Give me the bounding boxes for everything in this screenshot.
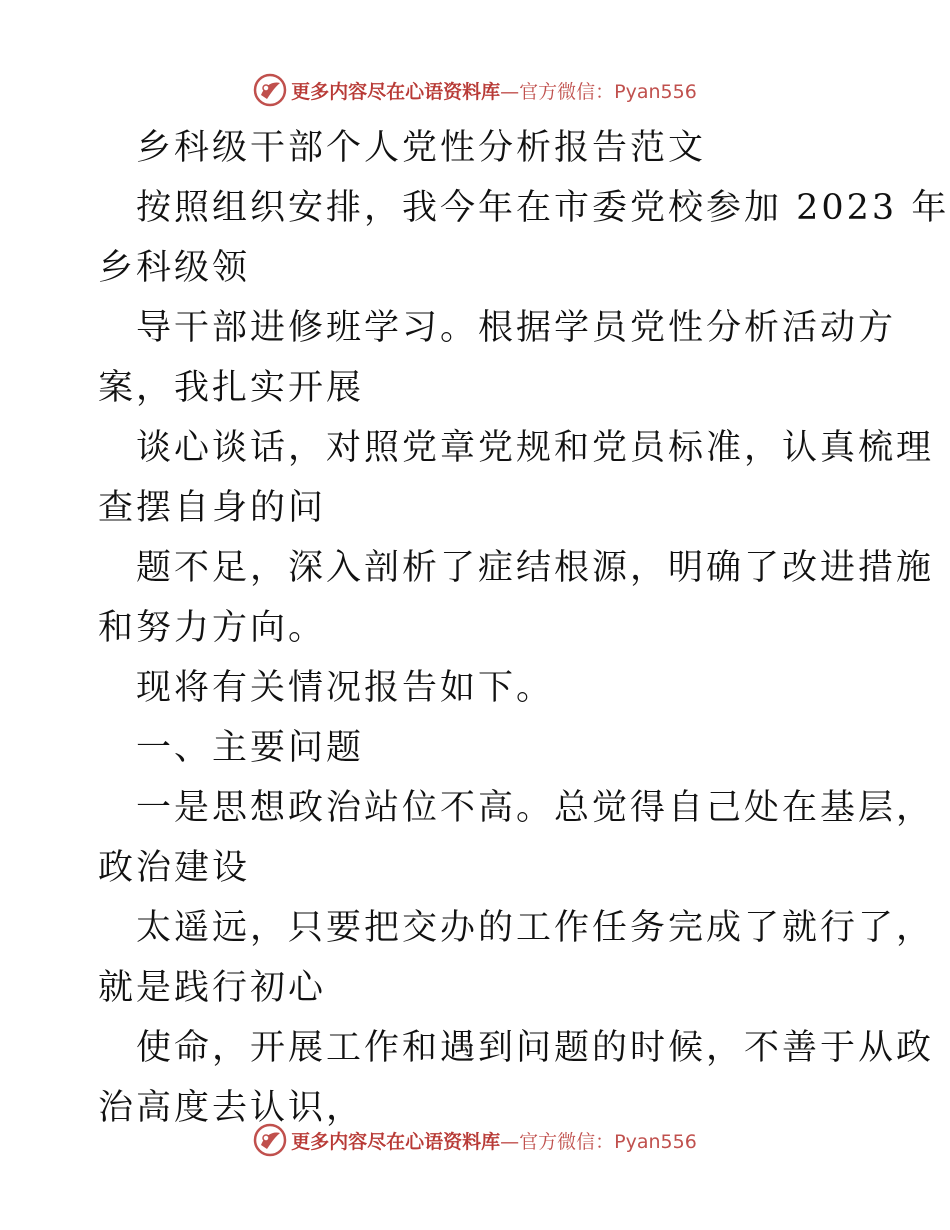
text-line: 现将有关情况报告如下。	[136, 668, 555, 708]
text-line: 一是思想政治站位不高。总觉得自己处在基层，	[136, 788, 935, 828]
text-line: 查摆自身的问	[98, 488, 327, 528]
watermark-dash: —	[500, 80, 520, 103]
header-watermark-banner	[0, 70, 950, 110]
text-line: 题不足，深入剖析了症结根源，明确了改进措施	[136, 548, 935, 588]
text-line: 政治建设	[98, 848, 251, 888]
library-logo-icon	[253, 73, 287, 107]
text-line: 导干部进修班学习。根据学员党性分析活动方	[136, 308, 897, 348]
text-line: 治高度去认识，	[98, 1088, 365, 1128]
text-line: 案，我扎实开展	[98, 368, 365, 408]
text-line: 和努力方向。	[98, 608, 327, 648]
text-line: 一、主要问题	[136, 728, 365, 768]
watermark-text	[291, 77, 697, 104]
text-line: 使命，开展工作和遇到问题的时候，不善于从政	[136, 1028, 935, 1068]
watermark-dash: —	[500, 1130, 520, 1153]
watermark-title: 更多内容尽在心语资料库	[291, 1130, 501, 1153]
document-body	[98, 118, 950, 1138]
text-line: 太遥远，只要把交办的工作任务完成了就行了，	[136, 908, 935, 948]
text-line: 就是践行初心	[98, 968, 327, 1008]
watermark-wechat: 官方微信：Pyan556	[519, 80, 697, 103]
library-logo-icon	[253, 1123, 287, 1157]
text-line: 乡科级干部个人党性分析报告范文	[136, 128, 707, 168]
watermark-text	[291, 1127, 697, 1154]
text-line: 谈心谈话，对照党章党规和党员标准，认真梳理	[136, 428, 935, 468]
footer-watermark-banner	[0, 1120, 950, 1160]
text-line: 按照组织安排，我今年在市委党校参加 2023 年	[136, 188, 950, 228]
watermark-title: 更多内容尽在心语资料库	[291, 80, 501, 103]
watermark-wechat: 官方微信：Pyan556	[519, 1130, 697, 1153]
text-line: 乡科级领	[98, 248, 251, 288]
